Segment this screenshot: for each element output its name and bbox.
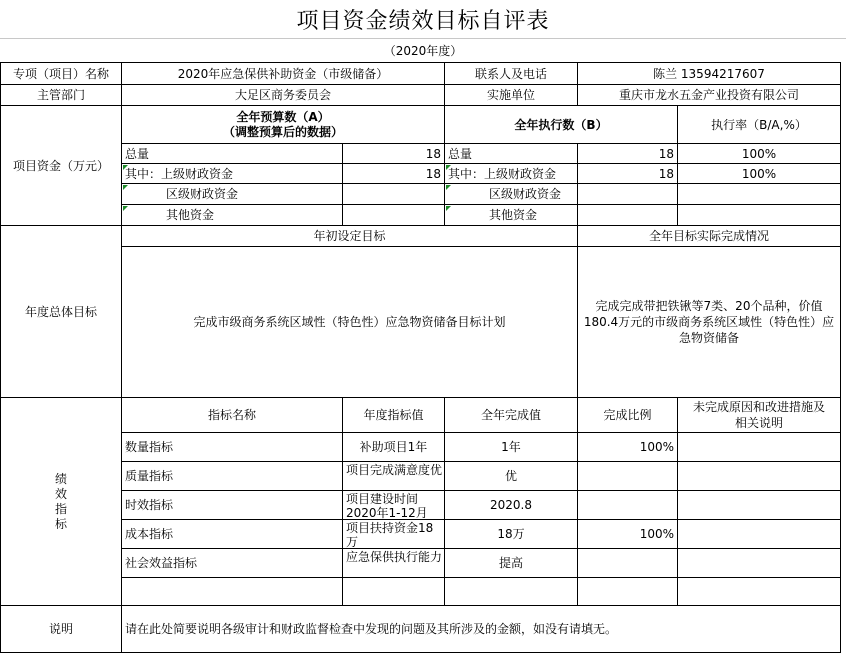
annual-actual-header: 全年目标实际完成情况 [578, 226, 841, 247]
fund-row-exec[interactable]: 18 [578, 164, 678, 184]
perf-row-target[interactable]: 项目完成满意度优 [343, 462, 445, 491]
fund-row-budget[interactable]: 18 [343, 144, 445, 164]
perf-row-ratio[interactable] [578, 549, 678, 578]
annual-set-text[interactable]: 完成市级商务系统区域性（特色性）应急物资储备目标计划 [122, 247, 578, 398]
perf-row-reason[interactable] [678, 520, 841, 549]
perf-row-name: 质量指标 [122, 462, 343, 491]
impl-label: 实施单位 [445, 85, 578, 106]
fund-row-exec-name: 总量 [445, 144, 578, 164]
perf-header-target: 年度指标值 [343, 398, 445, 433]
perf-row-name: 社会效益指标 [122, 549, 343, 578]
project-name-value[interactable]: 2020年应急保供补助资金（市级储备） [122, 63, 445, 85]
fund-row-name: 区级财政资金 [122, 184, 343, 205]
perf-row-ratio[interactable] [578, 491, 678, 520]
page-title: 项目资金绩效目标自评表 [296, 8, 550, 34]
perf-row-done[interactable] [445, 578, 578, 606]
exec-header: 全年执行数（B） [445, 106, 678, 144]
perf-row-target[interactable]: 项目扶持资金18万 [343, 520, 445, 549]
perf-row-reason[interactable] [678, 433, 841, 462]
funds-label: 项目资金（万元） [0, 106, 122, 226]
dept-label: 主管部门 [0, 85, 122, 106]
right-gutter [841, 40, 846, 653]
perf-row-target[interactable] [343, 578, 445, 606]
perf-row-ratio[interactable] [578, 578, 678, 606]
fund-row-budget[interactable] [343, 184, 445, 205]
perf-row-name [122, 578, 343, 606]
perf-row-done[interactable]: 18万 [445, 520, 578, 549]
fund-row-budget[interactable]: 18 [343, 164, 445, 184]
contact-value[interactable]: 陈兰 13594217607 [578, 63, 841, 85]
fund-row-exec[interactable] [578, 184, 678, 205]
perf-row-name: 数量指标 [122, 433, 343, 462]
perf-row-done[interactable]: 提高 [445, 549, 578, 578]
perf-header-name: 指标名称 [122, 398, 343, 433]
fund-row-exec-name: 其他资金 [445, 205, 578, 226]
year-label: （2020年度） [0, 40, 846, 63]
fund-row-name: 其中：上级财政资金 [122, 164, 343, 184]
perf-row-done[interactable]: 1年 [445, 433, 578, 462]
perf-header-ratio: 完成比例 [578, 398, 678, 433]
perf-header-reason: 未完成原因和改进措施及相关说明 [678, 398, 841, 433]
perf-row-target[interactable]: 项目建设时间2020年1-12月 [343, 491, 445, 520]
perf-row-reason[interactable] [678, 549, 841, 578]
fund-row-rate[interactable]: 100% [678, 164, 841, 184]
fund-row-rate[interactable] [678, 184, 841, 205]
perf-row-reason[interactable] [678, 578, 841, 606]
perf-row-reason[interactable] [678, 462, 841, 491]
note-label: 说明 [0, 606, 122, 653]
dept-value[interactable]: 大足区商务委员会 [122, 85, 445, 106]
fund-row-rate[interactable]: 100% [678, 144, 841, 164]
fund-row-exec[interactable]: 18 [578, 144, 678, 164]
cell-marker-icon [446, 185, 451, 190]
perf-header-done: 全年完成值 [445, 398, 578, 433]
top-rule [0, 38, 846, 39]
perf-row-name: 成本指标 [122, 520, 343, 549]
perf-row-done[interactable]: 优 [445, 462, 578, 491]
fund-row-name: 总量 [122, 144, 343, 164]
project-name-label: 专项（项目）名称 [0, 63, 122, 85]
perf-label: 绩 效 指 标 [0, 398, 122, 606]
perf-row-ratio[interactable]: 100% [578, 433, 678, 462]
annual-set-header: 年初设定目标 [122, 226, 578, 247]
perf-row-reason[interactable] [678, 491, 841, 520]
contact-label: 联系人及电话 [445, 63, 578, 85]
fund-row-budget[interactable] [343, 205, 445, 226]
cell-marker-icon [446, 206, 451, 211]
cell-marker-icon [123, 165, 128, 170]
annual-label: 年度总体目标 [0, 226, 122, 398]
perf-row-target[interactable]: 补助项目1年 [343, 433, 445, 462]
rate-header: 执行率（B/A,%） [678, 106, 841, 144]
cell-marker-icon [446, 165, 451, 170]
fund-row-exec-name: 其中：上级财政资金 [445, 164, 578, 184]
perf-row-done[interactable]: 2020.8 [445, 491, 578, 520]
fund-row-name: 其他资金 [122, 205, 343, 226]
cell-marker-icon [123, 185, 128, 190]
annual-actual-text[interactable]: 完成完成带把铁锹等7类、20个品种，价值180.4万元的市级商务系统区域性（特色性）应急物资储备 [578, 247, 841, 398]
perf-row-ratio[interactable]: 100% [578, 520, 678, 549]
fund-row-exec[interactable] [578, 205, 678, 226]
perf-row-ratio[interactable] [578, 462, 678, 491]
cell-marker-icon [123, 206, 128, 211]
perf-row-target[interactable]: 应急保供执行能力 [343, 549, 445, 578]
fund-row-rate[interactable] [678, 205, 841, 226]
fund-row-exec-name: 区级财政资金 [445, 184, 578, 205]
impl-value[interactable]: 重庆市龙水五金产业投资有限公司 [578, 85, 841, 106]
budget-header: 全年预算数（A） （调整预算后的数据） [122, 106, 445, 144]
note-text[interactable]: 请在此处简要说明各级审计和财政监督检查中发现的问题及其所涉及的金额，如没有请填无。 [122, 606, 841, 653]
perf-row-name: 时效指标 [122, 491, 343, 520]
